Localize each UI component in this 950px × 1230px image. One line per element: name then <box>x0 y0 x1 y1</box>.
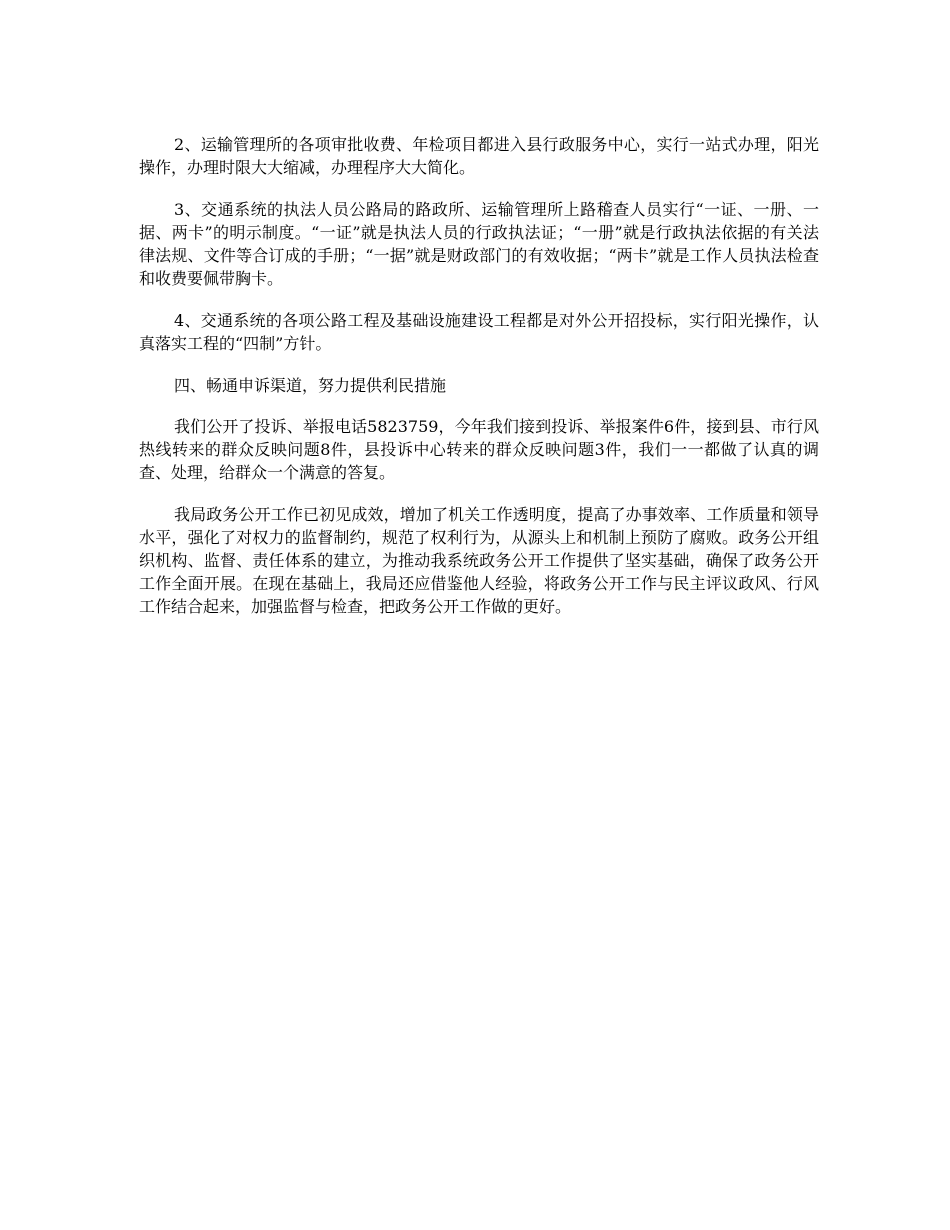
paragraph-complaints: 我们公开了投诉、举报电话5823759，今年我们接到投诉、举报案件6件，接到县、市行风热线转来的群众反映问题8件，县投诉中心转来的群众反映问题3件，我们一一都做了认真的调查、处理，给群众一个满意的答复。 <box>139 417 819 482</box>
paragraph-item-4: 4、交通系统的各项公路工程及基础设施建设工程都是对外公开招投标，实行阳光操作，认真落实工程的“四制”方针。 <box>139 311 819 353</box>
section-heading-four: 四、畅通申诉渠道，努力提供利民措施 <box>174 376 447 395</box>
paragraph-conclusion: 我局政务公开工作已初见成效，增加了机关工作透明度，提高了办事效率、工作质量和领导水平，强化了对权力的监督制约，规范了权利行为，从源头上和机制上预防了腐败。政务公开组织机构、监督、责任体系的建立，为推动我系统政务公开工作提供了坚实基础，确保了政务公开工作全面开展。在现在基础上，我局还应借鉴他人经验，将政务公开工作与民主评议政风、行风工作结合起来，加强监督与检查，把政务公开工作做的更好。 <box>139 505 819 616</box>
paragraph-item-2: 2、运输管理所的各项审批收费、年检项目都进入县行政服务中心，实行一站式办理，阳光操作，办理时限大大缩减，办理程序大大简化。 <box>139 135 819 177</box>
paragraph-item-3: 3、交通系统的执法人员公路局的路政所、运输管理所上路稽查人员实行“一证、一册、一据、两卡”的明示制度。“一证”就是执法人员的行政执法证；“一册”就是行政执法依据的有关法律法规、文件等合订成的手册；“一据”就是财政部门的有效收据；“两卡”就是工作人员执法检查和收费要佩带胸卡。 <box>139 200 819 288</box>
document-body <box>139 133 819 637</box>
